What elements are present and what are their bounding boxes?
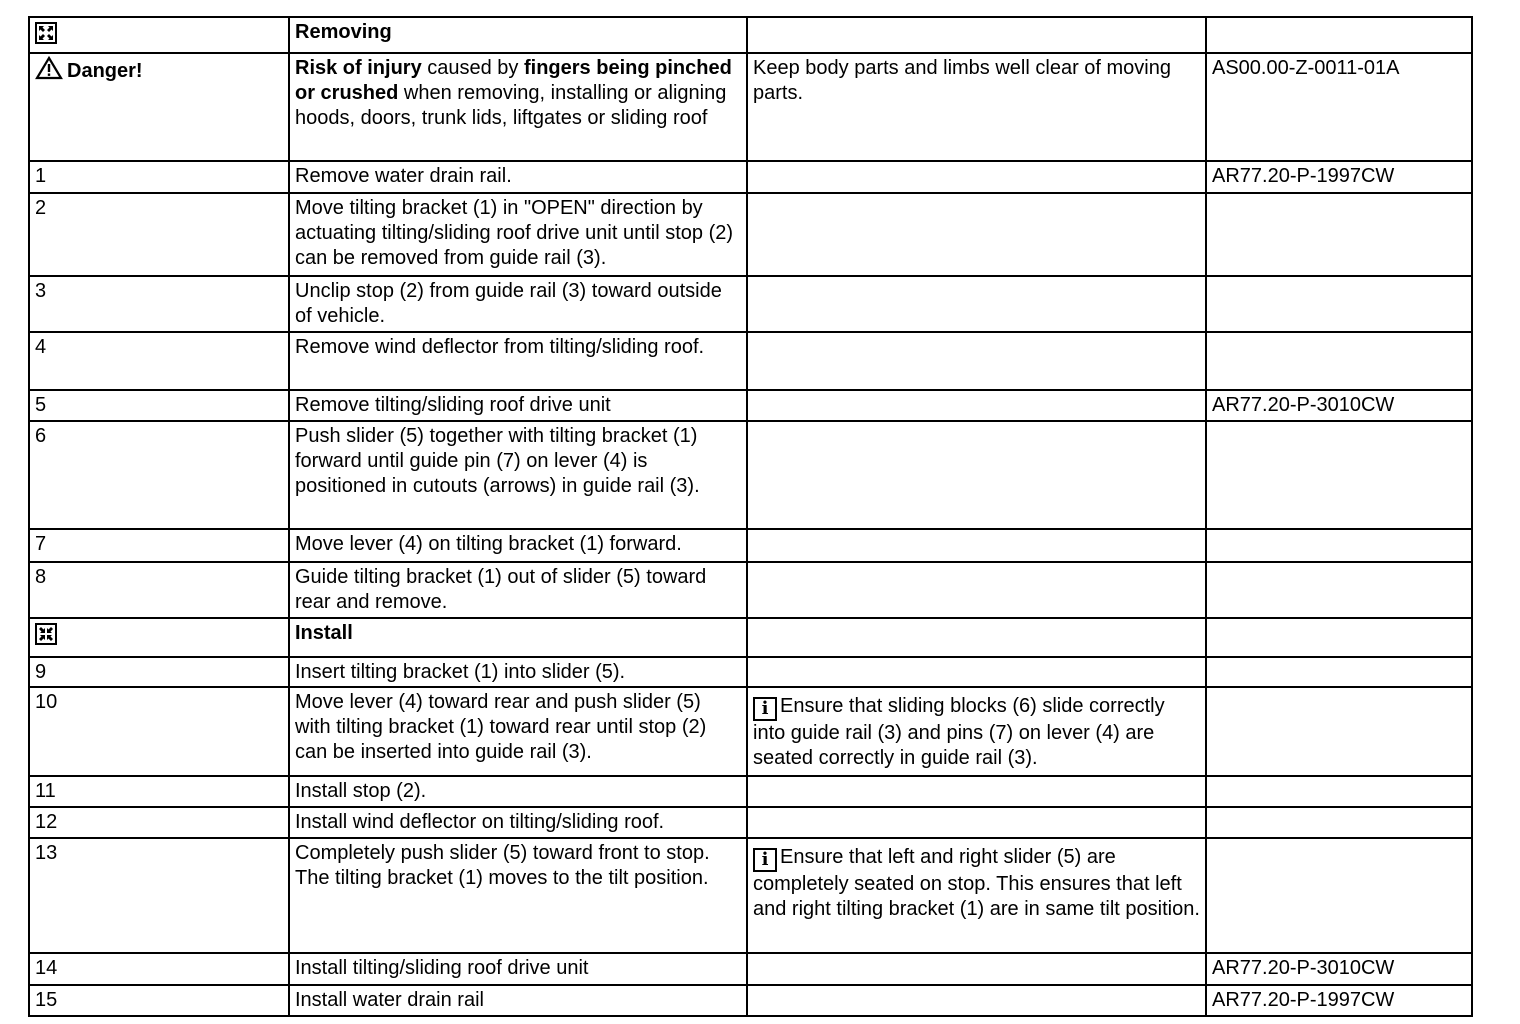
step-note [747,562,1206,618]
step-row [29,421,1472,529]
step-number: 7 [29,529,289,562]
step-number: 5 [29,390,289,421]
danger-reference: AS00.00-Z-0011-01A [1206,53,1472,161]
step-text: Move lever (4) on tilting bracket (1) forward. [289,529,747,562]
step-reference [1206,421,1472,529]
step-text: Push slider (5) together with tilting bracket (1) forward until guide pin (7) on lever (4) is positioned in cutouts (arrows) in guide rail (3). [289,421,747,529]
danger-label-cell [29,53,289,161]
warning-triangle-icon [35,56,63,80]
step-number: 2 [29,193,289,276]
step-row [29,276,1472,332]
step-row [29,193,1472,276]
step-note [747,529,1206,562]
info-icon: i [753,848,777,872]
step-text: Remove water drain rail. [289,161,747,193]
step-number: 4 [29,332,289,390]
step-note [747,161,1206,193]
danger-risk-text: Risk of injury caused by fingers being pinched or crushed when removing, installing or aligning hoods, doors, trunk lids, liftgates or sliding roof [289,53,747,161]
step-note [747,657,1206,687]
step-number: 15 [29,985,289,1016]
info-icon: i [753,697,777,721]
step-note [747,807,1206,838]
step-reference [1206,193,1472,276]
step-note [747,838,1206,953]
step-text: Remove tilting/sliding roof drive unit [289,390,747,421]
danger-label: Danger! [67,60,143,82]
danger-measure: Keep body parts and limbs well clear of moving parts. [747,53,1206,161]
section-header-install [29,618,1472,657]
step-text: Completely push slider (5) toward front to stop. The tilting bracket (1) moves to the tilt position. [289,838,747,953]
section-title-install: Install [295,622,353,644]
note-text: Ensure that left and right slider (5) are completely seated on stop. This ensures that left and right tilting bracket (1) are in same tilt position. [753,846,1200,920]
section-title-removing: Removing [295,21,392,43]
step-number: 6 [29,421,289,529]
step-reference [1206,687,1472,776]
step-note [747,332,1206,390]
step-row [29,985,1472,1016]
step-note [747,421,1206,529]
removing-icon-cell [29,17,289,53]
step-note [747,953,1206,985]
step-row [29,838,1472,953]
step-reference [1206,807,1472,838]
step-reference: AR77.20-P-3010CW [1206,953,1472,985]
step-reference [1206,776,1472,807]
step-reference [1206,657,1472,687]
step-reference [1206,332,1472,390]
step-text: Move tilting bracket (1) in "OPEN" direction by actuating tilting/sliding roof drive unit until stop (2) can be removed from guide rail (3). [289,193,747,276]
step-row [29,562,1472,618]
step-row [29,529,1472,562]
step-number: 12 [29,807,289,838]
step-reference [1206,562,1472,618]
step-text: Remove wind deflector from tilting/sliding roof. [289,332,747,390]
step-note [747,276,1206,332]
procedure-table [28,16,1473,1017]
install-steps [29,657,1472,1016]
collapse-arrows-icon [35,623,57,645]
removing-steps [29,161,1472,618]
expand-arrows-icon [35,22,57,44]
step-note [747,687,1206,776]
step-text: Install tilting/sliding roof drive unit [289,953,747,985]
step-number: 13 [29,838,289,953]
step-reference: AR77.20-P-3010CW [1206,390,1472,421]
step-reference [1206,529,1472,562]
step-note [747,390,1206,421]
step-note [747,985,1206,1016]
step-reference [1206,276,1472,332]
step-text: Guide tilting bracket (1) out of slider (5) toward rear and remove. [289,562,747,618]
step-row [29,161,1472,193]
step-row [29,776,1472,807]
step-number: 3 [29,276,289,332]
step-reference [1206,838,1472,953]
step-note [747,776,1206,807]
step-text: Unclip stop (2) from guide rail (3) toward outside of vehicle. [289,276,747,332]
step-text: Install stop (2). [289,776,747,807]
section-header-removing [29,17,1472,53]
step-note [747,193,1206,276]
step-number: 9 [29,657,289,687]
step-text: Insert tilting bracket (1) into slider (5). [289,657,747,687]
step-number: 10 [29,687,289,776]
note-text: Ensure that sliding blocks (6) slide correctly into guide rail (3) and pins (7) on lever (4) are seated correctly in guide rail (3). [753,695,1165,769]
step-number: 14 [29,953,289,985]
step-number: 8 [29,562,289,618]
step-reference: AR77.20-P-1997CW [1206,161,1472,193]
step-number: 11 [29,776,289,807]
danger-row [29,53,1472,161]
step-row [29,953,1472,985]
step-row [29,390,1472,421]
install-icon-cell [29,618,289,657]
step-number: 1 [29,161,289,193]
step-reference: AR77.20-P-1997CW [1206,985,1472,1016]
step-text: Install water drain rail [289,985,747,1016]
step-text: Move lever (4) toward rear and push slider (5) with tilting bracket (1) toward rear until stop (2) can be inserted into guide rail (3). [289,687,747,776]
step-text: Install wind deflector on tilting/sliding roof. [289,807,747,838]
step-row [29,332,1472,390]
step-row [29,657,1472,687]
step-row [29,807,1472,838]
step-row [29,687,1472,776]
